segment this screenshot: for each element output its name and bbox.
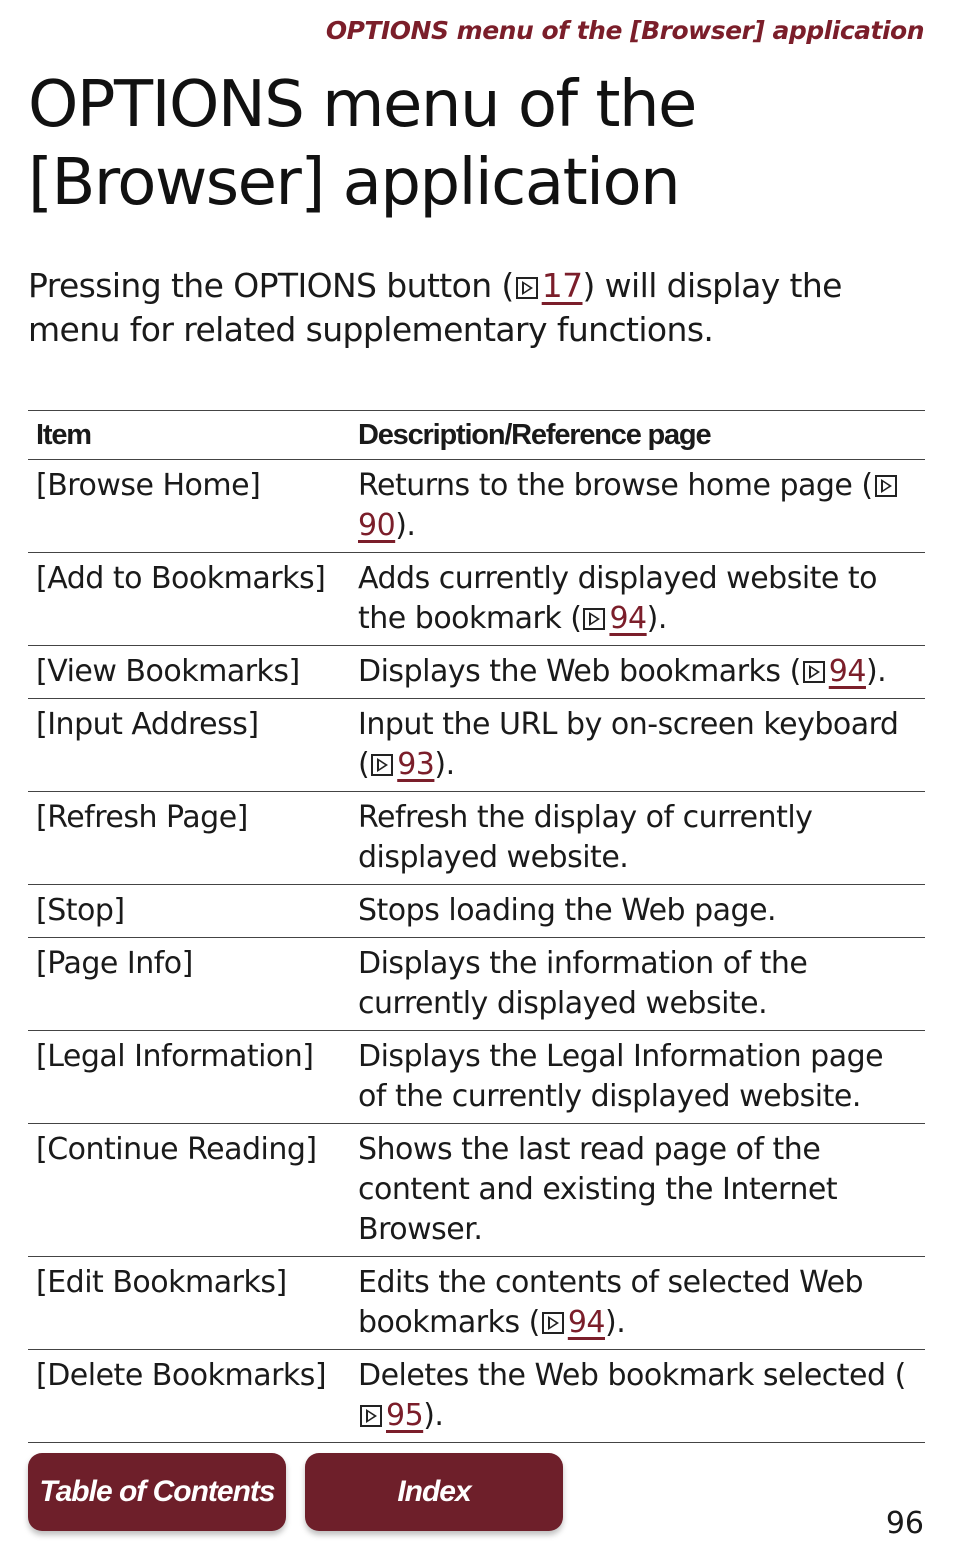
page-title — [28, 66, 928, 222]
option-description-text: Deletes the Web bookmark selected ( — [358, 1358, 906, 1393]
option-item-name: [Refresh Page] — [28, 792, 350, 885]
option-item-name: [View Bookmarks] — [28, 646, 350, 699]
option-item-name: [Stop] — [28, 885, 350, 938]
table-row — [28, 646, 925, 699]
table-row — [28, 460, 925, 553]
option-item-name: [Edit Bookmarks] — [28, 1257, 350, 1350]
running-header: OPTIONS menu of the [Browser] application — [325, 16, 924, 45]
option-description — [350, 885, 925, 938]
page-title-line2: [Browser] application — [28, 146, 680, 220]
intro-page-link[interactable]: 17 — [541, 266, 583, 305]
page-number: 96 — [885, 1506, 924, 1541]
reference-arrow-icon — [542, 1312, 564, 1334]
reference-page-link[interactable]: 94 — [828, 654, 866, 689]
table-of-contents-button[interactable]: Table of Contents — [28, 1453, 286, 1531]
option-description-text: Returns to the browse home page ( — [358, 468, 873, 503]
option-description-tail: ). — [605, 1305, 626, 1340]
option-item-name: [Input Address] — [28, 699, 350, 792]
option-description-tail: ). — [423, 1398, 444, 1433]
reference-arrow-icon — [583, 608, 605, 630]
option-description — [350, 1257, 925, 1350]
option-description — [350, 1124, 925, 1257]
option-description-text: Refresh the display of currently displayed website. — [358, 800, 813, 875]
option-item-name: [Legal Information] — [28, 1031, 350, 1124]
reference-page-link[interactable]: 93 — [397, 747, 435, 782]
table-row — [28, 1031, 925, 1124]
reference-page-link[interactable]: 90 — [358, 508, 396, 543]
option-item-name: [Add to Bookmarks] — [28, 553, 350, 646]
option-item-name: [Page Info] — [28, 938, 350, 1031]
option-description — [350, 938, 925, 1031]
reference-arrow-icon — [803, 661, 825, 683]
reference-arrow-icon — [371, 754, 393, 776]
table-header-row — [28, 411, 925, 460]
intro-text-before: Pressing the OPTIONS button ( — [28, 266, 514, 305]
option-description — [350, 699, 925, 792]
option-description-tail: ). — [434, 747, 455, 782]
option-item-name: [Continue Reading] — [28, 1124, 350, 1257]
option-description — [350, 792, 925, 885]
reference-page-link[interactable]: 94 — [567, 1305, 605, 1340]
intro-paragraph — [28, 264, 928, 352]
option-description — [350, 1350, 925, 1443]
option-description-text: Edits the contents of selected Web bookmarks ( — [358, 1265, 864, 1340]
reference-arrow-icon — [875, 475, 897, 497]
table-row — [28, 1124, 925, 1257]
option-description — [350, 646, 925, 699]
option-description-text: Adds currently displayed website to the bookmark ( — [358, 561, 878, 636]
table-row — [28, 1257, 925, 1350]
intro-text-after: ) will display the menu for related supplementary functions. — [28, 266, 842, 349]
option-description — [350, 553, 925, 646]
option-description-tail: ). — [865, 654, 887, 689]
options-table — [28, 410, 925, 1443]
options-table-body — [28, 460, 925, 1443]
option-item-name: [Delete Bookmarks] — [28, 1350, 350, 1443]
column-header-description: Description/Reference page — [350, 411, 925, 460]
option-description-text: Displays the information of the currently displayed website. — [358, 946, 808, 1021]
option-description — [350, 460, 925, 553]
option-description-text: Displays the Legal Information page of the currently displayed website. — [358, 1039, 884, 1114]
reference-page-link[interactable]: 94 — [609, 601, 647, 636]
reference-arrow-icon — [360, 1405, 382, 1427]
table-row — [28, 1350, 925, 1443]
option-description-text: Stops loading the Web page. — [358, 893, 777, 928]
option-description-text: Displays the Web bookmarks ( — [358, 654, 801, 689]
option-description-tail: ). — [395, 508, 416, 543]
index-button[interactable]: Index — [305, 1453, 563, 1531]
table-row — [28, 792, 925, 885]
option-description-text: Input the URL by on-screen keyboard ( — [358, 707, 899, 782]
page-title-line1: OPTIONS menu of the — [28, 68, 696, 142]
option-description-text: Shows the last read page of the content and existing the Internet Browser. — [358, 1132, 838, 1247]
option-description-tail: ). — [646, 601, 667, 636]
column-header-item: Item — [28, 411, 350, 460]
table-row — [28, 699, 925, 792]
option-item-name: [Browse Home] — [28, 460, 350, 553]
table-row — [28, 938, 925, 1031]
table-row — [28, 885, 925, 938]
reference-page-link[interactable]: 95 — [386, 1398, 424, 1433]
table-row — [28, 553, 925, 646]
option-description — [350, 1031, 925, 1124]
reference-arrow-icon — [516, 277, 538, 299]
